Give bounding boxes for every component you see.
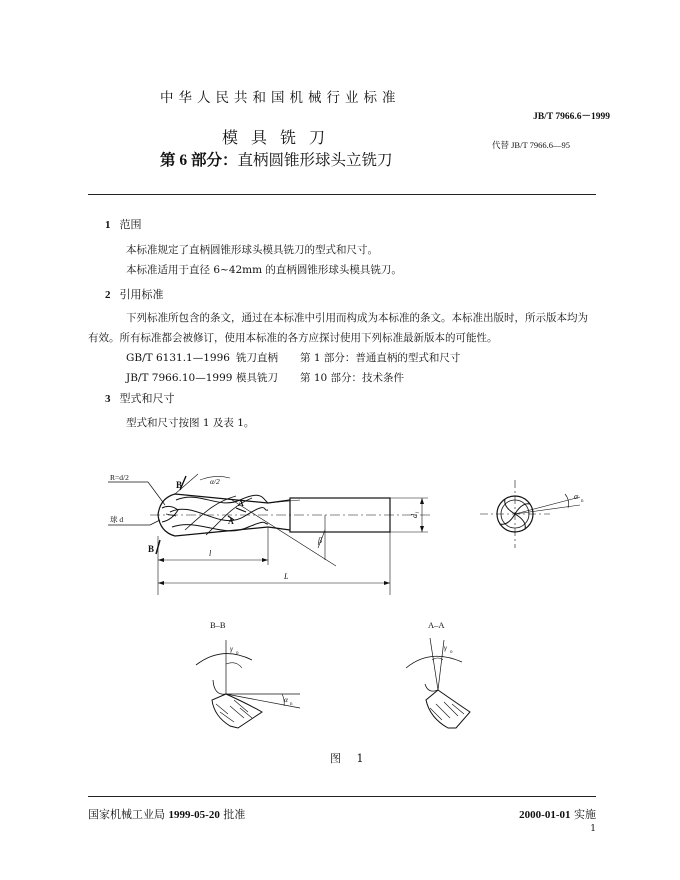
- figure-caption: 图 1: [330, 752, 370, 765]
- footer-rule: [88, 796, 596, 797]
- cutter-end-view: [480, 480, 580, 548]
- bb-relief-angle-subscript: n: [290, 702, 293, 707]
- overall-length-label: L: [284, 572, 289, 581]
- end-view-relief-angle-subscript: n: [581, 499, 584, 504]
- ball-diameter-label: 球 d: [110, 515, 124, 524]
- paragraph: 型式和尺寸按图 1 及表 1。: [126, 417, 255, 429]
- section-title: 引用标准: [119, 288, 164, 301]
- reference-name: 模具铣刀: [236, 372, 278, 384]
- cutter-side-view: [108, 474, 430, 595]
- radius-label: R=d/2: [110, 473, 129, 482]
- section-bb-view: [196, 640, 300, 728]
- reference-part: 第 1 部分：普通直柄的型式和尺寸: [300, 352, 461, 364]
- section-bb-label: B–B: [210, 620, 226, 630]
- reference-code: GB/T 6131.1—1996: [126, 352, 230, 364]
- aa-rake-angle-label: γ: [444, 643, 447, 652]
- aa-rake-angle-subscript: o: [450, 650, 453, 655]
- standard-code: JB/T 7966.6－1999: [533, 112, 610, 122]
- part-number: 第 6 部分：: [160, 152, 238, 169]
- paragraph: 本标准规定了直柄圆锥形球头模具铣刀的型式和尺寸。: [126, 244, 378, 256]
- standard-organization: 中华人民共和国机械行业标准: [160, 90, 401, 106]
- approval-text: 批准: [223, 808, 246, 821]
- section-aa-view: [406, 638, 470, 728]
- paragraph: 下列标准所包含的条文，通过在本标准中引用而构成为本标准的条文。本标准出版时，所示版本均为有效。所有标准都会被修订，使用本标准的各方应探讨使用下列标准最新版本的可能性。: [88, 312, 588, 344]
- section-title: 型式和尺寸: [119, 392, 175, 405]
- shank-diameter-label: d₁: [410, 511, 419, 518]
- helix-angle-label: β: [318, 536, 322, 545]
- section-aa-label: A–A: [428, 620, 445, 630]
- end-view-relief-angle-label: α: [574, 492, 579, 501]
- section-number: 3: [105, 393, 111, 405]
- bb-rake-angle-subscript: o: [236, 651, 239, 656]
- section-mark-a: A: [228, 517, 234, 526]
- section-mark-b: B: [176, 480, 183, 490]
- section-mark-a: A: [238, 499, 244, 508]
- section-title: 范围: [119, 218, 142, 231]
- reference-part: 第 10 部分：技术条件: [300, 372, 405, 384]
- section-mark-b: B: [148, 544, 155, 554]
- bb-rake-angle-label: γ: [230, 644, 233, 653]
- paragraph: 本标准适用于直径 6~42mm 的直柄圆锥形球头模具铣刀。: [126, 264, 402, 276]
- half-angle-label: α/2: [210, 477, 220, 486]
- section-number: 2: [105, 289, 111, 301]
- footer-implementation: [470, 806, 596, 822]
- part-title: 直柄圆锥形球头立铣刀: [237, 151, 393, 169]
- bb-relief-angle-label: α: [284, 695, 288, 704]
- reference-name: 铣刀直柄: [236, 352, 278, 364]
- implementation-date: 2000-01-01: [519, 809, 571, 821]
- page-number: 1: [590, 824, 596, 834]
- replaces-standard: 代替 JB/T 7966.6—95: [491, 140, 570, 150]
- footer-approval: [88, 806, 245, 822]
- issuer: 国家机械工业局: [88, 808, 165, 821]
- implementation-text: 实施: [574, 808, 596, 821]
- approval-date: 1999-05-20: [168, 809, 220, 821]
- section-number: 1: [105, 219, 111, 231]
- document-title: 模具铣刀: [222, 128, 339, 147]
- reference-code: JB/T 7966.10—1999: [126, 372, 233, 384]
- flute-length-label: l: [209, 549, 212, 558]
